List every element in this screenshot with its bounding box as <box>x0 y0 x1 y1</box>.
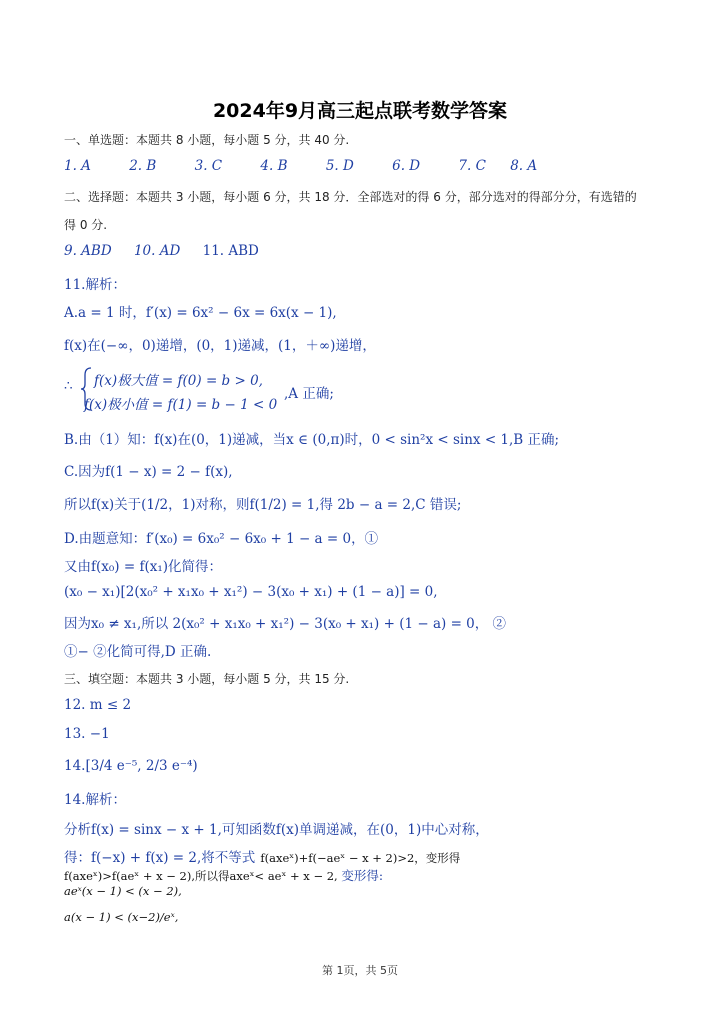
mc-answer: 2. B <box>129 158 157 174</box>
section-multi-choice-header-cont: 得 0 分. <box>64 218 108 232</box>
solution-11-part-d: D.由题意知：f′(x₀) = 6x₀² − 6x₀ + 1 − a = 0，① <box>64 531 379 547</box>
mc-answer: 8. A <box>510 158 538 174</box>
fill-answer: 14.[3/4 e⁻⁵, 2/3 e⁻⁴) <box>64 758 198 774</box>
section-single-choice-header: 一、单选题：本题共 8 小题，每小题 5 分，共 40 分. <box>64 133 350 147</box>
therefore-symbol: ∴ <box>64 378 73 394</box>
solution-11-part-c-symmetry: 所以f(x)关于(1/2，1)对称，则f(1/2) = 1,得 2b − a = 2,C 错误; <box>64 497 462 513</box>
solution-14-transform-label: 变形得: <box>341 868 384 883</box>
fill-answer: 12. m ≤ 2 <box>64 697 132 713</box>
solution-11-part-c: C.因为f(1 − x) = 2 − f(x), <box>64 464 233 480</box>
section-fill-blank-header: 三、填空题：本题共 3 小题，每小题 5 分，共 15 分. <box>64 672 350 686</box>
system-row-min: f(x)极小值 = f(1) = b − 1 < 0 <box>84 397 278 413</box>
system-row-max: f(x)极大值 = f(0) = b > 0, <box>94 373 263 389</box>
mc-answer: 7. C <box>458 158 486 174</box>
solution-11-part-d-conclusion: ①− ②化简可得,D 正确. <box>64 644 212 660</box>
solution-14-inequality-row <box>64 846 460 866</box>
solution-11-part-a-monotonic: f(x)在(−∞，0)递增，(0，1)递减，(1，＋∞)递增， <box>64 338 376 354</box>
solution-14-transform: f(axeˣ)>f(aeˣ + x − 2),所以得axeˣ< aeˣ + x − 2, <box>64 869 338 883</box>
solution-14-step-3: aeˣ(x − 1) < (x − 2), <box>64 884 182 898</box>
mc-answer: 6. D <box>392 158 421 174</box>
solution-14-step-4: a(x − 1) < (x−2)/eˣ, <box>64 910 179 924</box>
fill-answer: 13. −1 <box>64 726 110 742</box>
solution-14-inequality: f(axeˣ)+f(−aeˣ − x + 2)>2，变形得 <box>260 851 461 865</box>
solution-14-transform-row <box>64 866 383 884</box>
mc-answer: 3. C <box>194 158 223 174</box>
solution-11-heading: 11.解析： <box>64 277 126 293</box>
multi-answer: 9. ABD <box>64 243 112 259</box>
solution-14-analysis: 分析f(x) = sinx − x + 1,可知函数f(x)单调递减，在(0，1)中心对称， <box>64 822 489 838</box>
page-title: 2024年9月高三起点联考数学答案 <box>212 100 508 122</box>
solution-11-part-d-simplify: 又由f(x₀) = f(x₁)化简得： <box>64 559 223 575</box>
page-footer: 第 1页，共 5页 <box>322 964 398 977</box>
section-multi-choice-header: 二、选择题：本题共 3 小题，每小题 6 分，共 18 分．全部选对的得 6 分，部分选对的得部分分，有选错的 <box>64 190 637 204</box>
system-conclusion: ,A 正确; <box>284 386 334 402</box>
mc-answers-row <box>64 158 571 174</box>
mc-answer: 5. D <box>325 158 354 174</box>
multi-answer: 11. ABD <box>202 243 259 259</box>
solution-14-heading: 14.解析： <box>64 792 126 808</box>
solution-11-part-d-equation: 因为x₀ ≠ x₁,所以 2(x₀² + x₁x₀ + x₁²) − 3(x₀ + x₁) + (1 − a) = 0， ② <box>64 616 507 632</box>
solution-11-part-d-factor: (x₀ − x₁)[2(x₀² + x₁x₀ + x₁²) − 3(x₀ + x₁) + (1 − a)] = 0, <box>64 584 438 600</box>
solution-14-step: 得：f(−x) + f(x) = 2,将不等式 <box>64 850 256 866</box>
mc-answer: 1. A <box>64 158 91 174</box>
mc-answer: 4. B <box>260 158 288 174</box>
solution-11-part-a: A.a = 1 时，f′(x) = 6x² − 6x = 6x(x − 1), <box>64 305 337 321</box>
multi-answers-row <box>64 243 293 259</box>
solution-11-part-b: B.由（1）知：f(x)在(0，1)递减，当x ∈ (0,π)时，0 < sin²x < sinx < 1,B 正确; <box>64 432 560 448</box>
multi-answer: 10. AD <box>133 243 181 259</box>
